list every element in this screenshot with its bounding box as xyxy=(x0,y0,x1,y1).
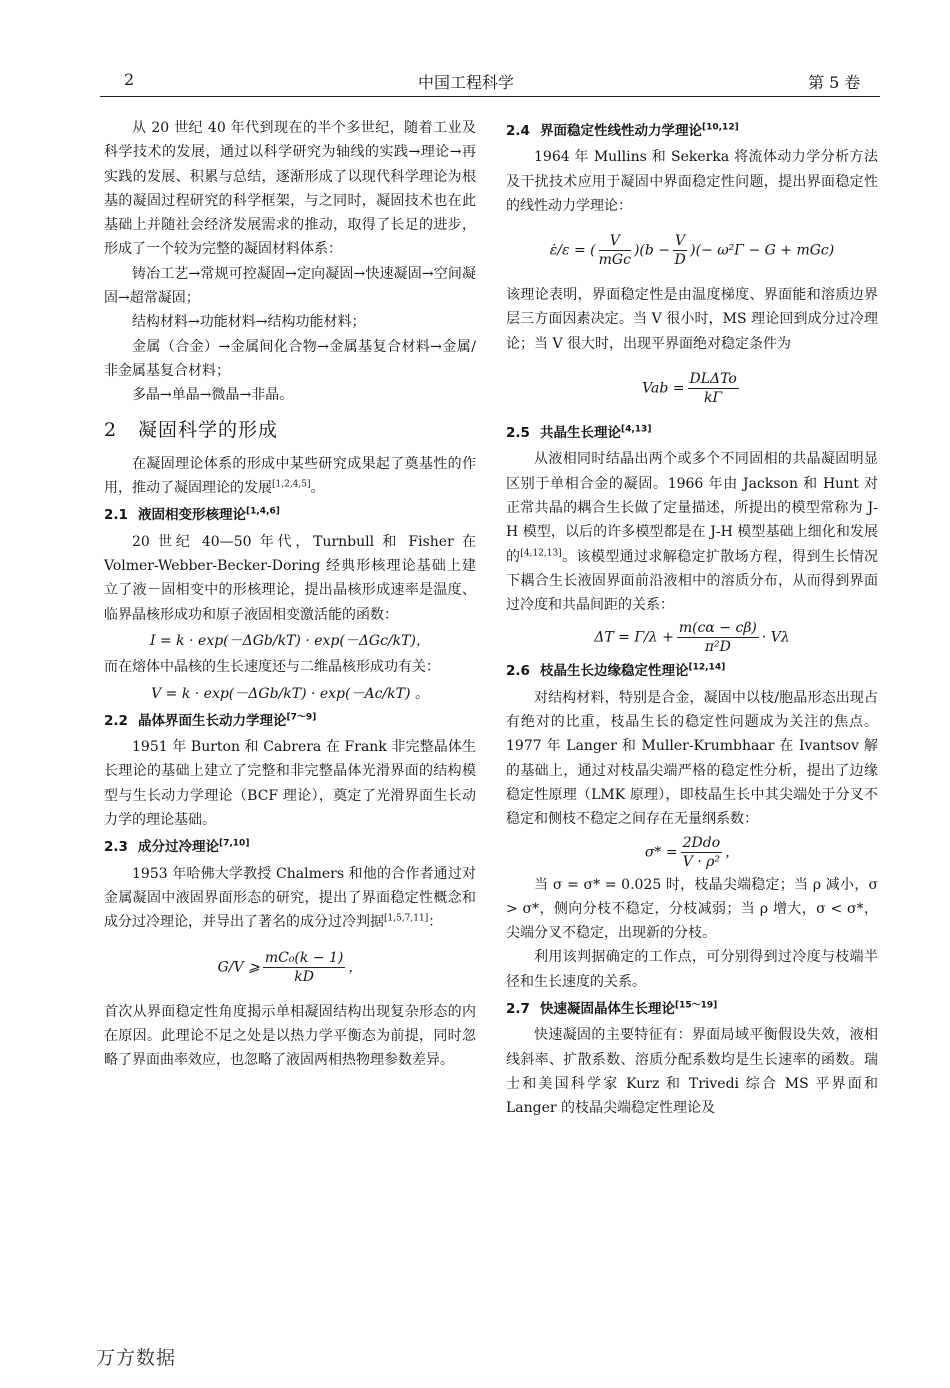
subsection-title: 成分过冷理论 xyxy=(138,839,219,856)
paragraph: 1951 年 Burton 和 Cabrera 在 Frank 非完整晶体生长理论的基础上建立了完整和非完整晶体光滑界面的结构模型与生长动力学理论（BCF 理论），奠定了光滑界面生长动力学的理论基础。 xyxy=(104,739,476,829)
subsection-title: 快速凝固晶体生长理论 xyxy=(540,1001,675,1018)
section-heading xyxy=(104,418,476,442)
punctuation: ： xyxy=(428,914,443,931)
page-number: 2 xyxy=(124,70,135,89)
paragraph-text: 。该模型通过求解稳定扩散场方程，得到生长情况下耦合生长液固界面前沿液相中的溶质分布，从而得到界面过冷度和共晶间距的关系： xyxy=(506,548,878,614)
paragraph: 20 世纪 40—50 年代，Turnbull 和 Fisher 在 Volmer-Webber-Becker-Doring 经典形核理论基础上建立了液－固相变中的形核理论，提出晶核形成速率是温度、临界晶核形成功和原子液固相变激活能的函数： xyxy=(104,533,476,623)
list-item: 多晶→单晶→微晶→非晶。 xyxy=(132,387,294,404)
fraction xyxy=(599,232,631,269)
section-number: 2 xyxy=(104,418,118,441)
subsection-heading xyxy=(506,997,878,1021)
citation: [4,13] xyxy=(621,424,652,435)
equation-nucleation-rate: I = k · exp(－ΔGb/kT) · exp(－ΔGc/kT)， xyxy=(150,632,430,649)
denominator: kΓ xyxy=(704,390,723,407)
fraction xyxy=(681,834,723,871)
punctuation: ， xyxy=(348,959,363,975)
equation-constitutional-supercooling xyxy=(104,949,476,986)
subsection-heading xyxy=(104,503,476,527)
fraction xyxy=(263,949,346,986)
equation-marginal-stability xyxy=(506,834,878,871)
subsection-title: 界面稳定性线性动力学理论 xyxy=(540,123,702,139)
paragraph: 首次从界面稳定性角度揭示单相凝固结构出现复杂形态的内在原因。此理论不足之处是以热力学平衡态为前提，同时忽略了界面曲率效应，也忽略了液固两相热物理参数差异。 xyxy=(104,1003,476,1069)
subsection-number: 2.6 xyxy=(506,663,530,680)
citation: [10,12] xyxy=(702,122,739,133)
paragraph-text: 从液相同时结晶出两个或多个不同固相的共晶凝固明显区别于单相合金的凝固。1966 年由 Jackson 和 Hunt 对正常共晶的耦合生长做了定量描述，所提出的模型常称为 J-H 模型，以后的许多模型都是在 J-H 模型基础上细化和发展的 xyxy=(506,451,878,565)
equation-growth-velocity: V = k · exp(－ΔGb/kT) · exp(－Ac/kT) 。 xyxy=(151,685,429,702)
paragraph: 该理论表明，界面稳定性是由温度梯度、界面能和溶质边界层三方面因素决定。当 V 很小时，MS 理论回到成分过冷理论；当 V 很大时，出现平界面绝对稳定条件为 xyxy=(506,287,878,352)
subsection-title: 枝晶生长边缘稳定性理论 xyxy=(540,663,689,680)
paragraph xyxy=(506,447,878,617)
denominator: mGc xyxy=(598,252,631,269)
section-title: 凝固科学的形成 xyxy=(138,418,279,441)
list-item: 铸冶工艺→常规可控凝固→定向凝固→快速凝固→空间凝固→超常凝固； xyxy=(104,265,476,307)
right-column xyxy=(506,116,878,1121)
citation: [4,12,13] xyxy=(520,547,562,558)
fraction xyxy=(688,370,739,407)
intro-paragraph: 从 20 世纪 40 年代到现在的半个多世纪，随着工业及科学技术的发展，通过以科学研究为轴线的实践→理论→再实践的发展、积累与总结，逐渐形成了以现代科学理论为根基的凝固过程研究的科学框架，与之同时，凝固技术也在此基础上并随社会经济发展需求的推动，取得了长足的进步，形成了一个较为完整的凝固材料体系： xyxy=(104,120,476,258)
list-item: 金属（合金）→金属间化合物→金属基复合材料→金属/非金属基复合材料； xyxy=(104,338,476,379)
punctuation: 。 xyxy=(310,480,325,497)
citation: [1,5,7,11] xyxy=(384,913,429,924)
citation: [7,10] xyxy=(219,838,250,849)
citation: [7～9] xyxy=(286,712,317,723)
equation-ms-stability: ε̇/ε = ( $\frac{V}{\text{mGc}}$ )(b − $\frac{V}{D}$ )(− ω²Γ − G + mGc) xyxy=(549,233,835,269)
equation-lhs: G/V ⩾ xyxy=(217,959,260,975)
equation-eutectic-undercooling xyxy=(506,619,878,656)
subsection-title: 液固相变形核理论 xyxy=(138,507,246,524)
citation: [12,14] xyxy=(688,662,726,673)
subsection-number: 2.1 xyxy=(104,507,128,524)
paragraph: 对结构材料，特别是合金，凝固中以枝/胞晶形态出现占有绝对的比重，枝晶生长的稳定性问题成为关注的焦点。1977 年 Langer 和 Muller-Krumbhaar 在 Ivantsov 解的基础上，通过对枝晶尖端严格的稳定性分析，提出了边缘稳定性原理（LMK 原理），即枝晶生长中其尖端处于分叉不稳定和侧枝不稳定之间存在无量纲系数： xyxy=(506,689,878,828)
subsection-title: 共晶生长理论 xyxy=(540,425,621,442)
equation-term: · Vλ xyxy=(761,629,790,646)
equation-lhs: ΔT = Γ/λ + xyxy=(594,629,674,646)
equation-term: b − xyxy=(644,242,671,259)
subsection-heading xyxy=(506,119,878,143)
denominator: D xyxy=(674,252,686,269)
subsection-heading xyxy=(104,709,476,733)
citation: [1,2,4,5] xyxy=(272,479,311,490)
paragraph-text: 在凝固理论体系的形成中某些研究成果起了奠基性的作用，推动了凝固理论的发展 xyxy=(104,455,476,497)
denominator: kD xyxy=(294,968,314,985)
numerator: 2Ddo xyxy=(682,834,721,851)
fraction xyxy=(673,232,687,269)
paragraph: 当 σ = σ* = 0.025 时，枝晶尖端稳定；当 ρ 减小，σ > σ*，侧向分枝不稳定，分枝减弱；当 ρ 增大，σ < σ*，尖端分叉不稳定，出现新的分枝。 xyxy=(506,876,878,942)
subsection-title: 晶体界面生长动力学理论 xyxy=(138,712,287,729)
list-item: 结构材料→功能材料→结构功能材料； xyxy=(132,314,366,331)
paragraph: 利用该判据确定的工作点，可分别得到过冷度与枝端半径和生长速度的关系。 xyxy=(506,949,878,990)
left-column xyxy=(104,116,476,1072)
section-paragraph xyxy=(104,452,476,501)
journal-name: 中国工程科学 xyxy=(418,73,515,92)
subsection-number: 2.3 xyxy=(104,839,128,856)
paragraph xyxy=(104,862,476,935)
equation-lhs: Vab = xyxy=(642,380,685,397)
citation: [1,4,6] xyxy=(246,506,280,517)
subsection-number: 2.5 xyxy=(506,425,530,442)
equation-absolute-stability xyxy=(506,370,878,407)
denominator: π²D xyxy=(704,639,731,656)
citation: [15～19] xyxy=(675,1000,718,1011)
subsection-number: 2.4 xyxy=(506,123,530,139)
numerator: V xyxy=(599,232,631,251)
header-rule xyxy=(100,96,880,97)
numerator: DLΔTo xyxy=(689,371,737,388)
volume-label: 第 5 卷 xyxy=(808,73,861,92)
paragraph: 快速凝固的主要特征有：界面局域平衡假设失效，液相线斜率、扩散系数、溶质分配系数均是生长速率的函数。瑞士和美国科学家 Kurz 和 Trivedi 综合 MS 平界面和 Langer 的枝晶尖端稳定性理论及 xyxy=(506,1027,878,1117)
paragraph: 1964 年 Mullins 和 Sekerka 将流体动力学分析方法及干扰技术应用于凝固中界面稳定性问题，提出界面稳定性的线性动力学理论： xyxy=(506,149,878,214)
numerator: m(cα − cβ) xyxy=(678,620,757,637)
denominator: V · ρ² xyxy=(682,853,721,870)
subsection-number: 2.2 xyxy=(104,712,128,729)
subsection-heading xyxy=(104,835,476,859)
numerator: mC₀(k − 1) xyxy=(264,949,344,966)
numerator: V xyxy=(675,233,686,250)
fraction xyxy=(677,619,759,656)
punctuation: ， xyxy=(725,844,740,861)
equation-lhs: σ* = xyxy=(644,844,678,861)
subsection-number: 2.7 xyxy=(506,1001,530,1018)
subsection-heading xyxy=(506,659,878,683)
equation-term: (− ω²Γ − G + mGc) xyxy=(695,242,835,259)
watermark: 万方数据 xyxy=(96,1347,177,1369)
paragraph: 而在熔体中晶核的生长速度还与二维晶核形成功有关： xyxy=(104,659,440,676)
subsection-heading xyxy=(506,421,878,445)
paragraph-text: 1953 年哈佛大学教授 Chalmers 和他的合作者通过对金属凝固中液固界面形态的研究，提出了界面稳定性概念和成分过冷理论，并导出了著名的成分过冷判据 xyxy=(104,865,476,931)
equation-lhs: ε̇/ε = xyxy=(549,242,586,259)
